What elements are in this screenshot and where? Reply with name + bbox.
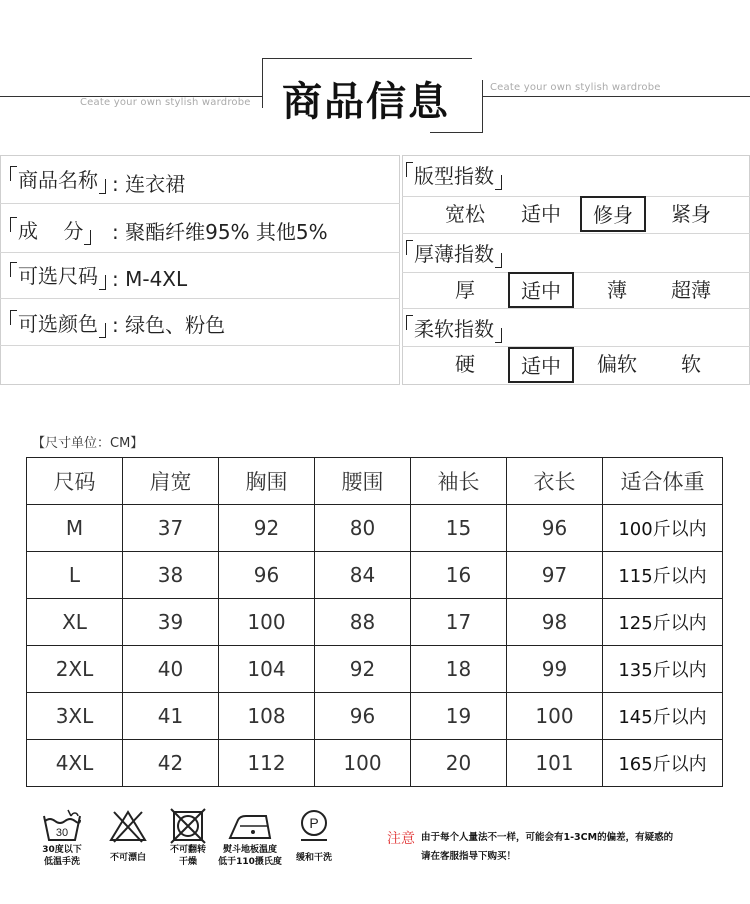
header-shoulder: 肩宽	[123, 458, 219, 505]
info-divider	[0, 345, 400, 346]
cell-waist: 80	[315, 505, 411, 552]
cell-weight: 125斤以内	[603, 599, 723, 646]
cell-sleeve: 17	[411, 599, 507, 646]
index-label-thickness: 厚薄指数	[406, 240, 502, 268]
cell-length: 100	[507, 693, 603, 740]
cell-length: 99	[507, 646, 603, 693]
thickness-option-thick: 厚	[455, 278, 475, 302]
care-text-wash-line2: 低温手洗	[43, 857, 80, 867]
header-frame-left	[262, 58, 263, 108]
care-iron-low	[210, 808, 290, 868]
softness-option-semi-soft: 偏软	[597, 352, 637, 376]
header-frame-top	[262, 58, 472, 59]
header-frame-bottom	[430, 132, 483, 133]
softness-option-soft: 软	[681, 352, 701, 376]
no-bleach-icon	[108, 808, 148, 844]
cell-weight: 100斤以内	[603, 505, 723, 552]
size-table	[26, 457, 723, 787]
note-line-1: 由于每个人量法不一样，可能会有1-3CM的偏差，有疑惑的	[421, 832, 674, 843]
thickness-option-thin: 薄	[607, 278, 627, 302]
info-divider	[0, 298, 400, 299]
fit-option-medium: 适中	[521, 202, 561, 226]
cell-shoulder: 42	[123, 740, 219, 787]
cell-length: 98	[507, 599, 603, 646]
care-no-tumble-dry	[160, 808, 216, 868]
tagline-right: Ceate your own stylish wardrobe	[490, 82, 661, 93]
info-divider	[0, 203, 400, 204]
cell-weight: 145斤以内	[603, 693, 723, 740]
header-waist: 腰围	[315, 458, 411, 505]
info-label-material: 成 分	[10, 217, 91, 245]
header-frame-right	[482, 80, 483, 132]
cell-bust: 92	[219, 505, 315, 552]
table-row	[27, 693, 723, 740]
note-line-2: 请在客服指导下购买！	[421, 851, 517, 862]
cell-sleeve: 16	[411, 552, 507, 599]
header-size: 尺码	[27, 458, 123, 505]
header-sleeve: 袖长	[411, 458, 507, 505]
wash-30-icon	[40, 808, 84, 844]
table-row	[27, 740, 723, 787]
cell-size: M	[27, 505, 123, 552]
thickness-option-ultra-thin: 超薄	[671, 278, 711, 302]
info-divider	[0, 252, 400, 253]
header-right-rule	[482, 96, 750, 97]
header-weight: 适合体重	[603, 458, 723, 505]
care-text-dry-clean: 缓和干洗	[295, 853, 332, 863]
cell-weight: 165斤以内	[603, 740, 723, 787]
care-wash-30	[30, 808, 94, 868]
note-title: 注意	[387, 831, 415, 847]
fit-option-slim-selected: 修身	[580, 196, 646, 232]
header-bust: 胸围	[219, 458, 315, 505]
cell-shoulder: 41	[123, 693, 219, 740]
fit-option-loose: 宽松	[445, 202, 485, 226]
cell-sleeve: 19	[411, 693, 507, 740]
info-label-name: 商品名称	[10, 166, 106, 194]
care-text-no-bleach: 不可漂白	[109, 853, 146, 863]
tagline-left: Ceate your own stylish wardrobe	[80, 97, 251, 108]
care-no-bleach	[100, 808, 156, 864]
cell-bust: 96	[219, 552, 315, 599]
no-tumble-dry-icon	[169, 808, 207, 844]
dry-clean-p-icon	[296, 808, 332, 844]
care-text-no-tumble-line1: 不可翻转	[169, 845, 206, 855]
cell-length: 96	[507, 505, 603, 552]
table-row	[27, 599, 723, 646]
page-title: 商品信息	[282, 79, 450, 125]
cell-waist: 84	[315, 552, 411, 599]
care-text-iron-line1: 熨斗地板温度	[222, 845, 277, 855]
cell-bust: 108	[219, 693, 315, 740]
cell-shoulder: 37	[123, 505, 219, 552]
dry-clean-symbol: P	[309, 815, 319, 831]
info-label-color: 可选颜色	[10, 310, 106, 338]
cell-sleeve: 15	[411, 505, 507, 552]
cell-bust: 100	[219, 599, 315, 646]
index-label-fit: 版型指数	[406, 162, 502, 190]
info-label-size: 可选尺码	[10, 262, 106, 290]
thickness-option-medium-selected: 适中	[508, 272, 574, 308]
cell-weight: 135斤以内	[603, 646, 723, 693]
fit-option-tight: 紧身	[671, 202, 711, 226]
index-label-softness: 柔软指数	[406, 315, 502, 343]
cell-length: 97	[507, 552, 603, 599]
info-value-material: : 聚酯纤维95% 其他5%	[112, 220, 328, 244]
cell-size: 2XL	[27, 646, 123, 693]
cell-waist: 100	[315, 740, 411, 787]
wash-temp-symbol: 30	[55, 827, 69, 839]
cell-waist: 92	[315, 646, 411, 693]
header-length: 衣长	[507, 458, 603, 505]
info-value-size: : M-4XL	[112, 267, 188, 291]
cell-size: L	[27, 552, 123, 599]
cell-waist: 88	[315, 599, 411, 646]
care-text-wash-line1: 30度以下	[42, 845, 82, 855]
size-unit-label: 【尺寸单位：CM】	[32, 436, 144, 451]
iron-low-icon	[226, 808, 274, 844]
cell-sleeve: 20	[411, 740, 507, 787]
cell-shoulder: 40	[123, 646, 219, 693]
cell-waist: 96	[315, 693, 411, 740]
care-text-iron-line2: 低于110摄氏度	[218, 857, 282, 867]
cell-bust: 104	[219, 646, 315, 693]
cell-sleeve: 18	[411, 646, 507, 693]
info-value-name: : 连衣裙	[112, 172, 186, 196]
cell-length: 101	[507, 740, 603, 787]
info-value-color: : 绿色、粉色	[112, 313, 226, 337]
care-dry-clean	[286, 808, 342, 864]
softness-option-hard: 硬	[455, 352, 475, 376]
table-row	[27, 552, 723, 599]
care-text-no-tumble-line2: 干燥	[178, 857, 197, 867]
table-row	[27, 505, 723, 552]
table-row	[27, 646, 723, 693]
cell-weight: 115斤以内	[603, 552, 723, 599]
cell-shoulder: 38	[123, 552, 219, 599]
size-table-header-row	[27, 458, 723, 505]
cell-bust: 112	[219, 740, 315, 787]
cell-shoulder: 39	[123, 599, 219, 646]
cell-size: XL	[27, 599, 123, 646]
softness-option-medium-selected: 适中	[508, 347, 574, 383]
cell-size: 3XL	[27, 693, 123, 740]
index-divider	[402, 233, 750, 234]
cell-size: 4XL	[27, 740, 123, 787]
